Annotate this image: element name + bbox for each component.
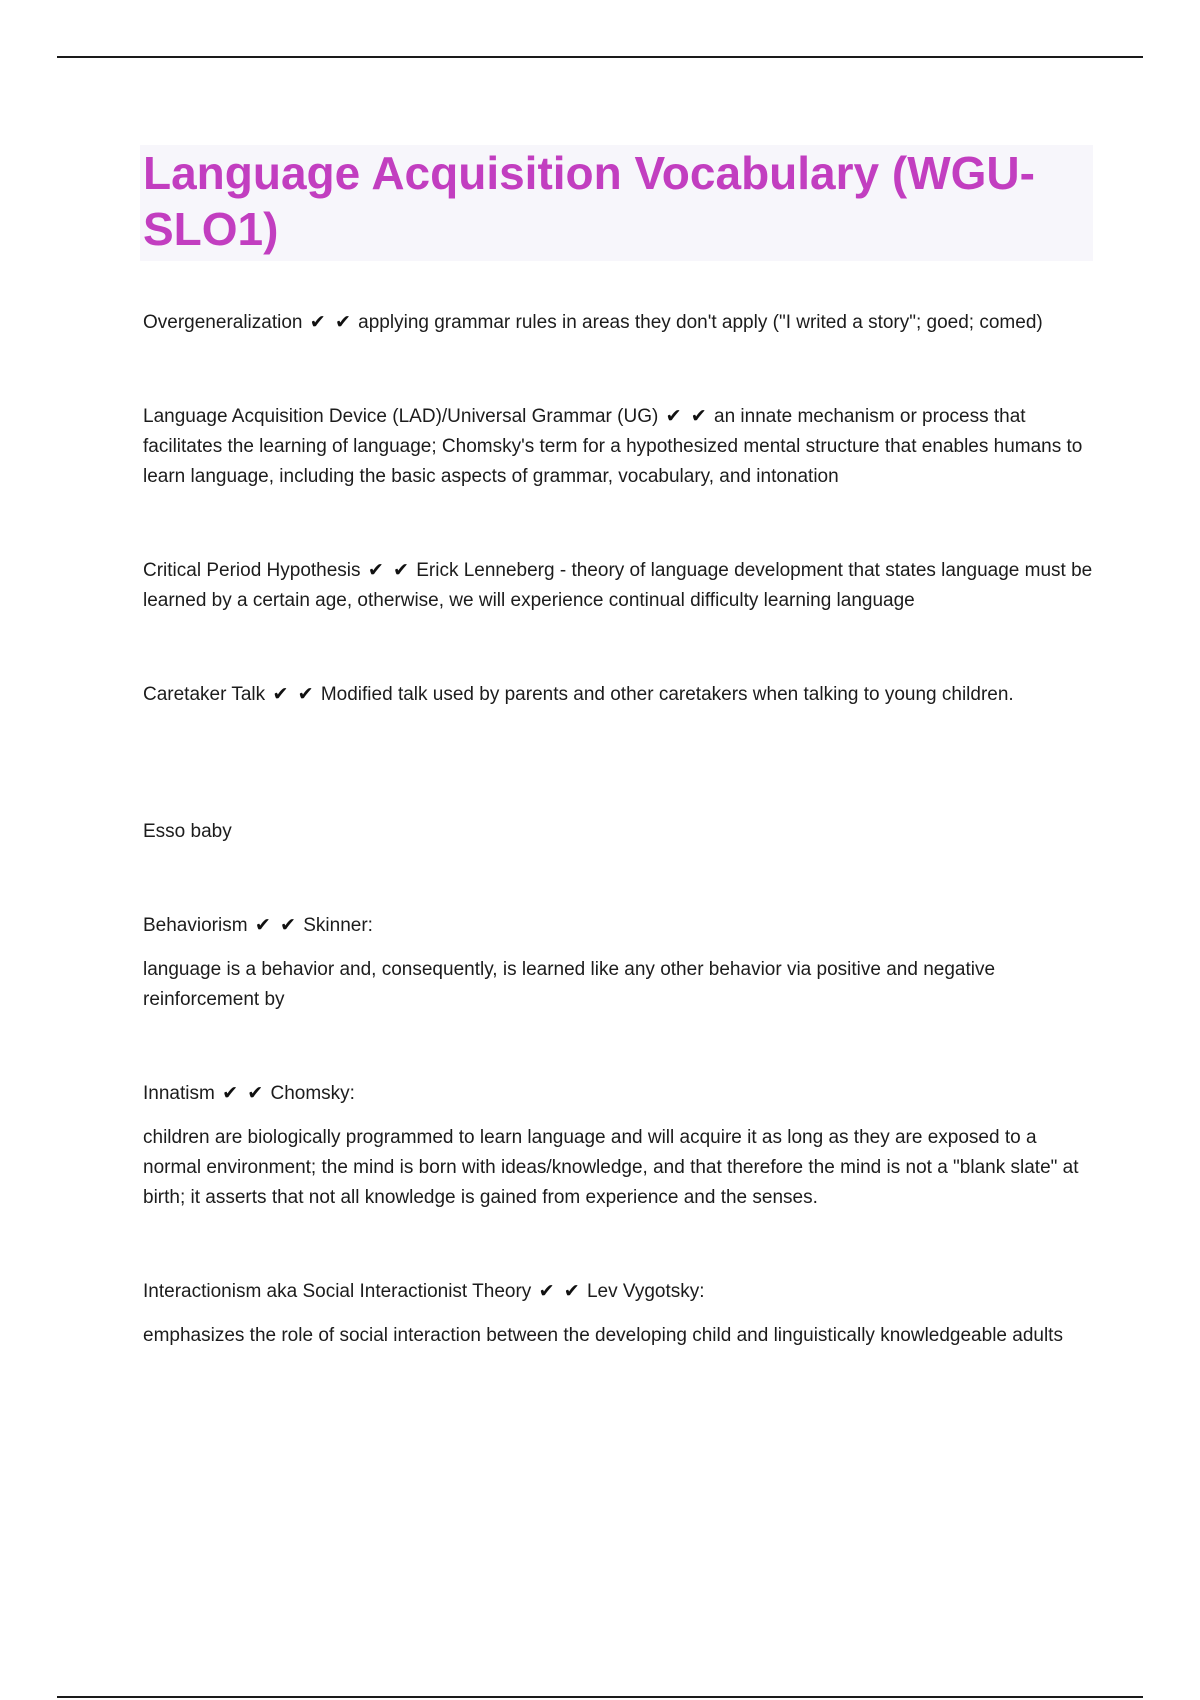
check-icon: ✔ (254, 914, 271, 936)
check-icon: ✔ (222, 1082, 239, 1104)
note-text: Esso baby (143, 821, 232, 842)
term: Critical Period Hypothesis (143, 560, 361, 581)
check-icon: ✔ (272, 683, 289, 705)
definition-detail: language is a behavior and, consequently, is learned like any other behavior via positive and negative reinforcement by (143, 959, 996, 1010)
check-icon: ✔ (297, 683, 314, 705)
definition-detail: emphasizes the role of social interaction between the developing child and linguistically knowledgeable adults (143, 1325, 1063, 1346)
document-body (143, 145, 1093, 1351)
term: Caretaker Talk (143, 684, 266, 705)
vocab-entry-caretaker-talk (143, 679, 1093, 710)
definition: Lev Vygotsky: (586, 1281, 705, 1302)
check-icon: ✔ (393, 559, 409, 581)
entry-text (143, 679, 1093, 710)
term: Innatism (143, 1083, 215, 1104)
check-icon: ✔ (665, 405, 682, 427)
vocab-entry-innatism (143, 1078, 1093, 1213)
term: Language Acquisition Device (LAD)/Universal Grammar (UG) (143, 406, 659, 427)
entry-text (143, 1276, 1093, 1307)
check-icon: ✔ (309, 311, 326, 333)
entry-text (143, 910, 1093, 941)
top-divider (57, 56, 1143, 58)
note-entry (143, 817, 1093, 847)
page-title: Language Acquisition Vocabulary (WGU-SLO1) (143, 147, 1035, 255)
title-banner (140, 145, 1093, 261)
term: Overgeneralization (143, 312, 303, 333)
definition: Erick Lenneberg - theory of language development that states language must be learned by a certain age, otherwise, we will experience continual difficulty learning language (143, 560, 1093, 611)
check-icon: ✔ (247, 1082, 264, 1104)
vocab-entry-interactionism (143, 1276, 1093, 1351)
definition: Skinner: (303, 915, 373, 936)
vocab-entry-critical-period (143, 555, 1093, 616)
vocab-entry-behaviorism (143, 910, 1093, 1015)
entry-text (143, 555, 1093, 616)
definition: an innate mechanism or process that facilitates the learning of language; Chomsky's term for a hypothesized mental structure that enables humans to learn language, including the basic aspects of grammar, vocabulary, and intonation (143, 406, 1083, 487)
bottom-divider (57, 1696, 1143, 1698)
definition: Chomsky: (270, 1083, 355, 1104)
term: Interactionism aka Social Interactionist Theory (143, 1281, 532, 1302)
vocab-entry-overgeneralization (143, 307, 1093, 338)
entry-text (143, 1078, 1093, 1109)
check-icon: ✔ (280, 914, 296, 936)
check-icon: ✔ (690, 405, 707, 427)
entry-text (143, 401, 1093, 492)
vocab-entry-lad-ug (143, 401, 1093, 492)
entry-text (143, 307, 1093, 338)
definition: applying grammar rules in areas they don't apply ("I writed a story"; goed; comed) (358, 312, 1043, 333)
check-icon: ✔ (538, 1280, 555, 1302)
definition-detail: children are biologically programmed to learn language and will acquire it as long as they are exposed to a normal environment; the mind is born with ideas/knowledge, and that therefore the mind is not a "blank slate" at birth; it asserts that not all knowledge is gained from experience and the senses. (143, 1127, 1079, 1208)
check-icon: ✔ (334, 311, 351, 333)
check-icon: ✔ (563, 1280, 580, 1302)
check-icon: ✔ (367, 559, 384, 581)
term: Behaviorism (143, 915, 248, 936)
definition: Modified talk used by parents and other caretakers when talking to young children. (320, 684, 1014, 705)
